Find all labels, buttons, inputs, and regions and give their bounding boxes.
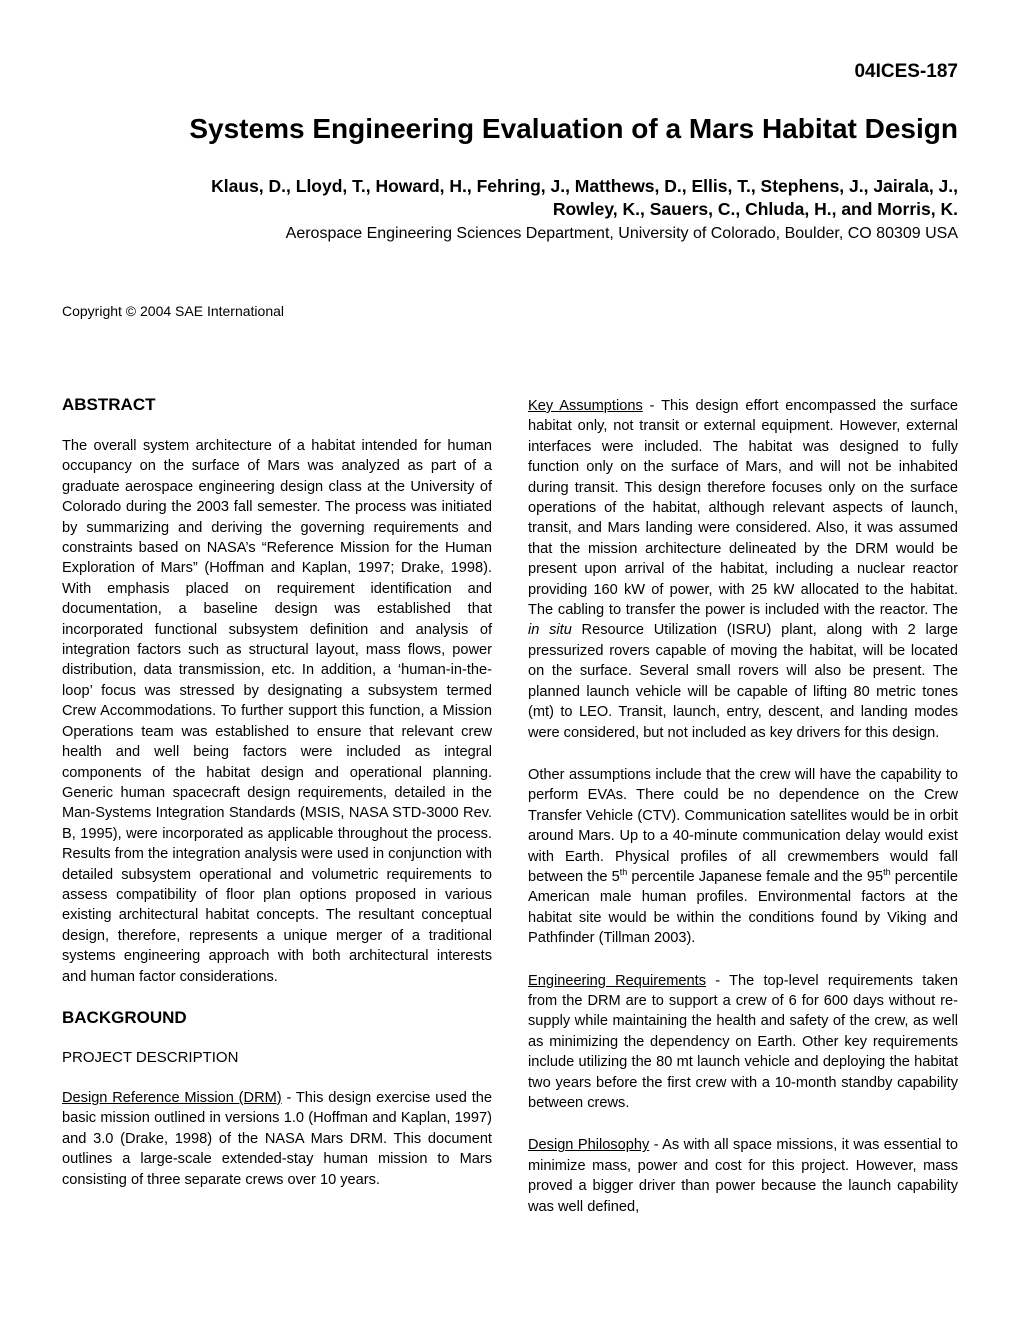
key-assumptions-paragraph: Key Assumptions - This design effort encompassed the surface habitat only, not transit or external equipment. However, external interfaces were included. The habitat was designed to fully function only on the surface of Mars, and will not be inhabited during transit. This design therefore focuses only on the surface operations of the habitat, although relevant aspects of launch, transit, and Mars landing were considered. Also, it was assumed that the mission architecture delineated by the DRM would be present upon arrival of the habitat, including a nuclear reactor providing 160 kW of power, with 25 kW allocated to the habitat. The cabling to transfer the power is included with the reactor. The in situ Resource Utilization (ISRU) plant, along with 2 large pressurized rovers capable of moving the habitat, will be located on the surface. Several small rovers will also be present. The planned launch vehicle will be capable of lifting 80 metric tones (mt) to LEO. Transit, launch, entry, descent, and landing modes were considered, but not included as key drivers for this design.: [528, 398, 958, 741]
left-column: [62, 396, 492, 1217]
authors-line-2: Rowley, K., Sauers, C., Chluda, H., and Morris, K.: [552, 198, 958, 219]
paper-title: Systems Engineering Evaluation of a Mars Habitat Design: [189, 113, 958, 144]
abstract-paragraph: The overall system architecture of a habitat intended for human occupancy on the surface of Mars was analyzed as part of a graduate aerospace engineering design class at the University of Colorado during the 2003 fall semester. The process was initiated by summarizing and deriving the governing requirements and constraints based on NASA’s “Reference Mission for the Human Exploration of Mars” (Hoffman and Kaplan, 1997; Drake, 1998). With emphasis placed on requirement identification and documentation, a baseline design was established that incorporated functional subsystem definition and analysis of integration factors such as structural layout, mass flows, power distribution, data transmission, etc. In addition, a ‘human-in-the-loop’ focus was stressed by designating a subsystem termed Crew Accommodations. To further support this function, a Mission Operations team was established to ensure that relevant crew health and well being factors were included as integral components of the habitat design and operational planning. Generic human spacecraft design requirements, detailed in the Man-Systems Integration Standards (MSIS, NASA STD-3000 Rev. B, 1995), were incorporated as applicable throughout the process. Results from the integration analysis were used in conjunction with detailed subsystem operational and volumetric requirements to assess compatibility of floor plan options proposed in various existing architectural habitat concepts. The resultant conceptual design, therefore, represents a unique merger of a traditional systems engineering approach with both architectural interests and human factor considerations.: [62, 438, 492, 985]
drm-paragraph: Design Reference Mission (DRM) - This design exercise used the basic mission outlined in versions 1.0 (Hoffman and Kaplan, 1997) and 3.0 (Drake, 1998) of the NASA Mars DRM. This document outlines a large-scale extended-stay human mission to Mars consisting of three separate crews over 10 years.: [62, 1089, 492, 1188]
background-heading: BACKGROUND: [62, 1007, 187, 1027]
paper-header: [62, 62, 958, 319]
authors-line-1: Klaus, D., Lloyd, T., Howard, H., Fehring, J., Matthews, D., Ellis, T., Stephens, J., Jairala, J.,: [211, 176, 958, 196]
other-assumptions-paragraph: Other assumptions include that the crew will have the capability to perform EVAs. There could be no dependence on the Crew Transfer Vehicle (CTV). Communication satellites would be in orbit around Mars. Up to a 40-minute communication delay would exist with Earth. Physical profiles of all crewmembers would fall between the 5th percentile Japanese female and the 95th percentile American male human profiles. Environmental factors at the habitat site would be within the conditions found by Viking and Pathfinder (Tillman 2003).: [528, 766, 958, 947]
paper-number: 04ICES-187: [854, 61, 958, 82]
copyright-notice: Copyright © 2004 SAE International: [62, 303, 285, 319]
project-description-heading: PROJECT DESCRIPTION: [62, 1048, 239, 1066]
author-list: [62, 175, 958, 220]
abstract-heading: ABSTRACT: [62, 395, 156, 414]
two-column-body: [62, 396, 958, 1217]
engineering-requirements-paragraph: Engineering Requirements - The top-level requirements taken from the DRM are to support a crew of 6 for 600 days without re-supply while maintaining the health and safety of the crew, as well as minimizing the dependency on Earth. Other key requirements include utilizing the 80 mt launch vehicle and deploying the habitat two years before the first crew with a 10-month standby capability between crews.: [528, 972, 959, 1111]
right-column: [528, 396, 958, 1217]
design-philosophy-paragraph: Design Philosophy - As with all space missions, it was essential to minimize mass, power and cost for this project. However, mass proved a bigger driver than power because the launch capability was well defined,: [528, 1137, 958, 1215]
affiliation: Aerospace Engineering Sciences Department, University of Colorado, Boulder, CO 80309 USA: [285, 225, 958, 242]
